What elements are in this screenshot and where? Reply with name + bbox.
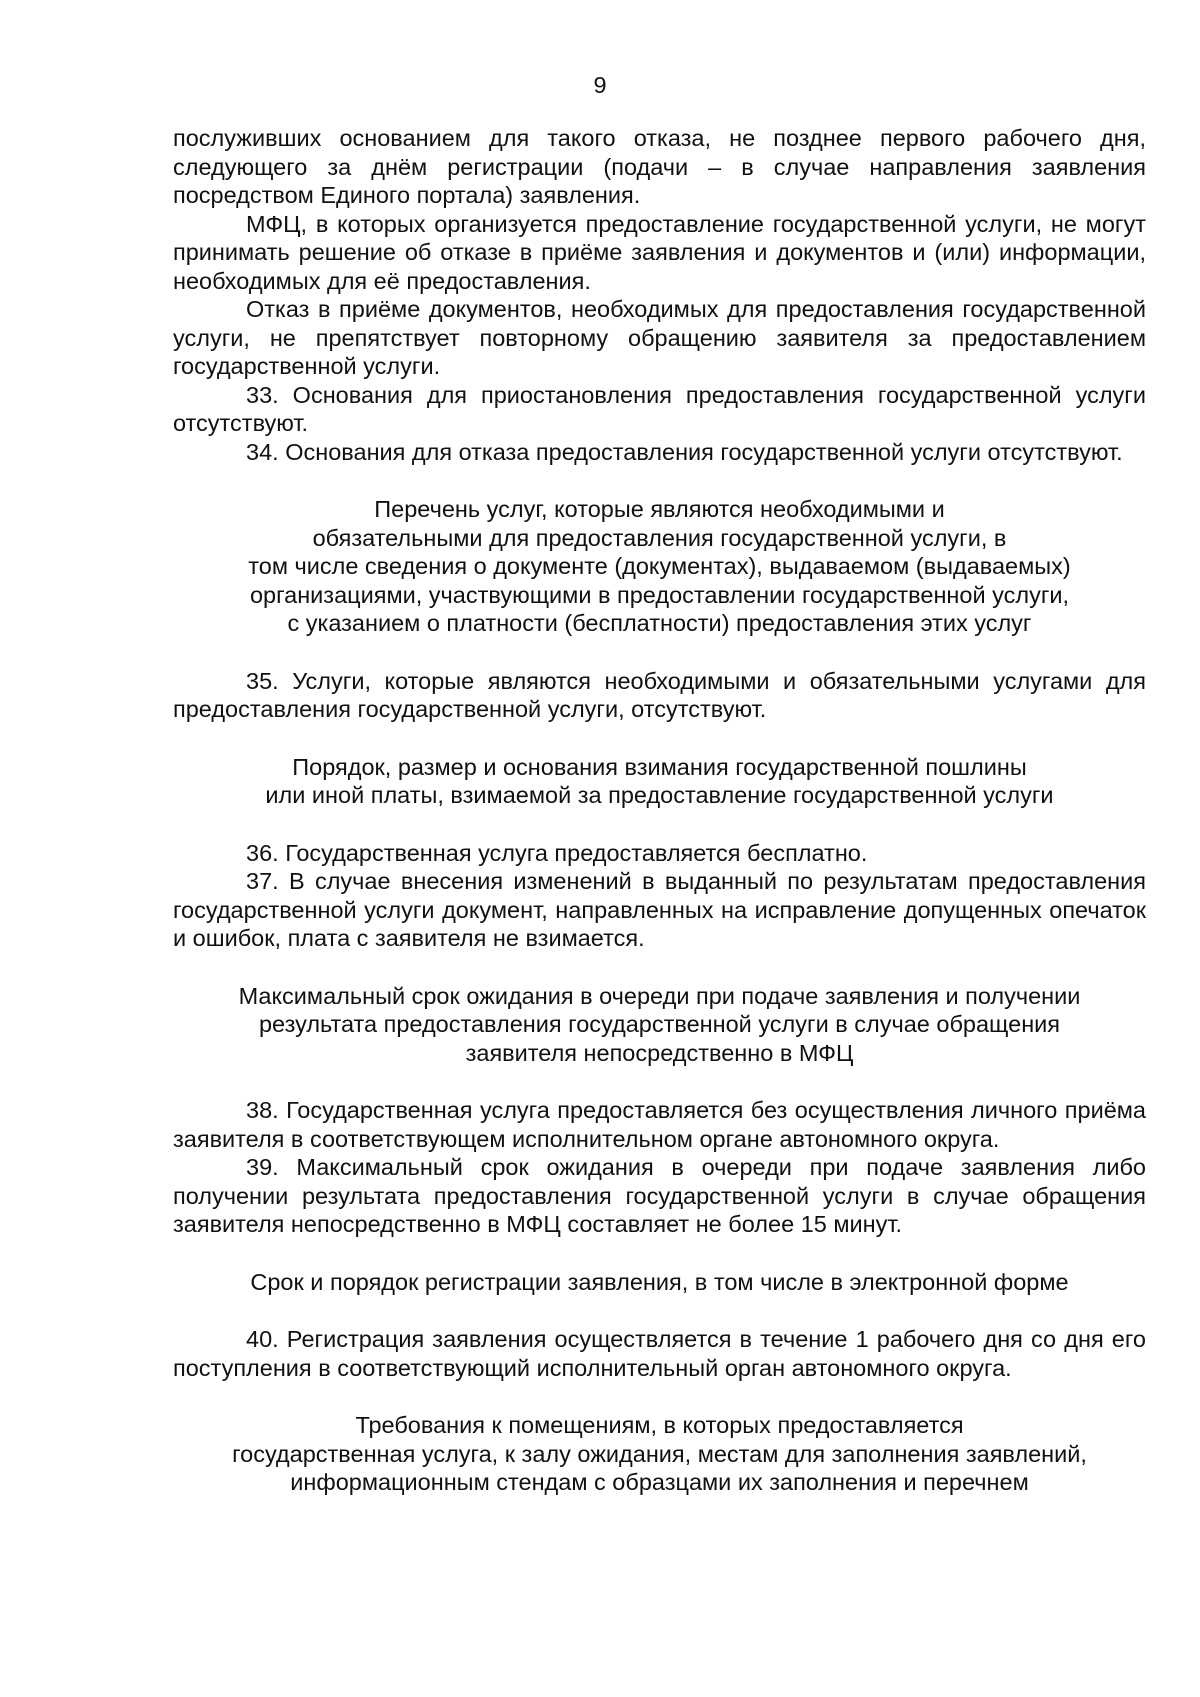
spacer (173, 1382, 1146, 1411)
paragraph-33: 33. Основания для приостановления предоставления государственной услуги отсутствуют. (173, 381, 1146, 436)
spacer (173, 1067, 1146, 1096)
page-number: 9 (593, 72, 607, 98)
paragraph-35: 35. Услуги, которые являются необходимыми и обязательными услугами для предоставления государственной услуги, отсутствуют. (173, 667, 1146, 722)
paragraph-37: 37. В случае внесения изменений в выданный по результатам предоставления государственной услуги документ, направленных на исправление допущенных опечаток и ошибок, плата с заявителя не взимается. (173, 868, 1146, 951)
section-heading-registration: Срок и порядок регистрации заявления, в том числе в электронной форме (250, 1268, 1069, 1295)
paragraph-39: 39. Максимальный срок ожидания в очереди при подаче заявления либо получении результата предоставления государственной услуги в случае обращения заявителя непосредственно в МФЦ составляет не более 15 минут. (173, 1154, 1146, 1237)
spacer (173, 1296, 1146, 1325)
spacer (173, 638, 1146, 667)
document-body (173, 124, 1146, 1497)
paragraph-34: 34. Основания для отказа предоставления государственной услуги отсутствуют. (246, 438, 1123, 465)
paragraph-40: 40. Регистрация заявления осуществляется в течение 1 рабочего дня со дня его поступления в соответствующий исполнительный орган автономного округа. (173, 1326, 1146, 1381)
section-heading-services-list: Перечень услуг, которые являются необходимыми и обязательными для предоставления государственной услуги, в том числе сведения о документе (документах), выдаваемом (выдаваемых) организациями, участвующими в предоставлении государственной услуги, с указанием о платности (бесплатности) предоставления этих услуг (248, 496, 1071, 636)
spacer (173, 724, 1146, 753)
paragraph-36: 36. Государственная услуга предоставляется бесплатно. (246, 839, 868, 866)
section-heading-fees: Порядок, размер и основания взимания государственной пошлины или иной платы, взимаемой за предоставление государственной услуги (265, 753, 1054, 808)
paragraph-continuation: послуживших основанием для такого отказа, не позднее первого рабочего дня, следующего за днём регистрации (подачи – в случае направления заявления посредством Единого портала) заявления. (173, 125, 1146, 208)
paragraph-38: 38. Государственная услуга предоставляется без осуществления личного приёма заявителя в соответствующем исполнительном органе автономного округа. (173, 1097, 1146, 1152)
paragraph-refusal: Отказ в приёме документов, необходимых для предоставления государственной услуги, не препятствует повторному обращению заявителя за предоставлением государственной услуги. (173, 296, 1146, 379)
spacer (173, 953, 1146, 982)
paragraph-mfc: МФЦ, в которых организуется предоставление государственной услуги, не могут принимать решение об отказе в приёме заявления и документов и (или) информации, необходимых для её предоставления. (173, 210, 1146, 294)
spacer (173, 1239, 1146, 1268)
spacer (173, 466, 1146, 495)
section-heading-premises: Требования к помещениям, в которых предоставляется государственная услуга, к залу ожидания, местам для заполнения заявлений, информационным стендам с образцами их заполнения и перечнем (232, 1412, 1087, 1495)
section-heading-waiting-time: Максимальный срок ожидания в очереди при подаче заявления и получении результата предоставления государственной услуги в случае обращения заявителя непосредственно в МФЦ (238, 982, 1081, 1066)
spacer (173, 810, 1146, 839)
